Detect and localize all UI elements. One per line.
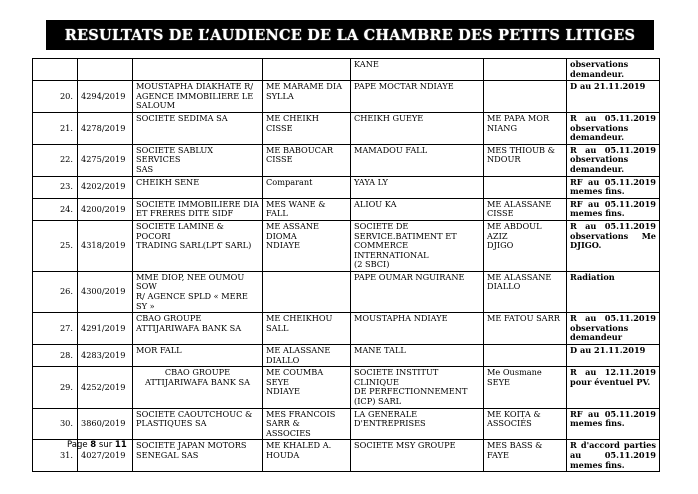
plaintiff-lawyer-cell	[263, 408, 351, 440]
plaintiff-line: CBAO GROUPE	[136, 313, 202, 324]
defendant-lawyer-line: ME ALASSANE	[487, 198, 552, 209]
defendant-lawyer-cell	[484, 198, 567, 220]
defendant-lawyer-cell	[484, 271, 567, 312]
plaintiff-cell	[133, 408, 263, 440]
defendant-lawyer-line: ASSOCIÉS	[487, 418, 532, 429]
case-number-cell	[78, 112, 133, 144]
result-line: memes fins.	[570, 186, 625, 197]
result-cell	[567, 198, 660, 220]
plaintiff-line: AGENCE IMMOBILIERE LE	[136, 90, 254, 101]
defendant-lawyer-line: MES THIOUB &	[487, 144, 555, 155]
plaintiff-lawyer-line: ME MARAME DIA	[266, 81, 343, 92]
result-line: demandeur.	[570, 68, 625, 79]
plaintiff-cell	[133, 440, 263, 472]
result-line: RF au 05.11.2019	[570, 176, 656, 187]
result-line: observations	[570, 154, 629, 165]
row-number: 30.	[59, 418, 73, 429]
table-row	[33, 59, 660, 81]
result-line: demandeur	[570, 332, 623, 343]
document-title: RESULTATS DE L’AUDIENCE DE LA CHAMBRE DES PETITS LITIGES	[64, 26, 636, 44]
plaintiff-cell	[133, 367, 263, 408]
defendant-lawyer-cell	[484, 408, 567, 440]
table-row	[33, 271, 660, 312]
result-cell	[567, 112, 660, 144]
plaintiff-line: SAS	[136, 163, 154, 174]
row-number: 26.	[59, 286, 73, 297]
result-cell	[567, 144, 660, 176]
row-number-cell	[33, 345, 78, 367]
case-number-cell	[78, 198, 133, 220]
plaintiff-line: SOCIETE LAMINE & POCORI	[136, 220, 224, 241]
defendant-line: CHEIKH GUEYE	[354, 112, 424, 123]
plaintiff-lawyer-cell	[263, 112, 351, 144]
table-row	[33, 313, 660, 345]
case-number-cell	[78, 176, 133, 198]
result-cell	[567, 367, 660, 408]
plaintiff-cell	[133, 112, 263, 144]
plaintiff-cell	[133, 81, 263, 113]
case-number-cell	[78, 313, 133, 345]
row-number: 29.	[59, 381, 73, 392]
document-title-banner	[46, 20, 654, 50]
result-line: RF au 05.11.2019	[570, 408, 656, 419]
plaintiff-line: SOCIETE CAOUTCHOUC &	[136, 408, 253, 419]
row-number-cell	[33, 144, 78, 176]
result-line: memes fins.	[570, 208, 625, 219]
defendant-lawyer-line: CISSE	[487, 208, 514, 219]
defendant-line: KANE	[354, 59, 379, 69]
case-number-cell	[78, 367, 133, 408]
result-line: memes fins.	[570, 459, 625, 470]
defendant-lawyer-line: NDOUR	[487, 154, 521, 165]
plaintiff-lawyer-cell	[263, 220, 351, 271]
table-row	[33, 81, 660, 113]
plaintiff-lawyer-cell	[263, 367, 351, 408]
result-cell	[567, 271, 660, 312]
case-number: 4202/2019	[81, 181, 126, 192]
case-number-cell	[78, 408, 133, 440]
defendant-cell	[351, 345, 484, 367]
plaintiff-lawyer-line: ME BABOUCAR	[266, 144, 334, 155]
defendant-lawyer-cell	[484, 176, 567, 198]
plaintiff-line: SOCIETE IMMOBILIERE DIA	[136, 198, 259, 209]
result-line: RF au 05.11.2019	[570, 198, 656, 209]
defendant-line: (2 SBCI)	[354, 259, 390, 270]
result-line: demandeur.	[570, 132, 625, 143]
defendant-cell	[351, 367, 484, 408]
plaintiff-lawyer-cell	[263, 59, 351, 81]
plaintiff-lawyer-line: ME CHEIKH CISSE	[266, 112, 319, 133]
defendant-line: (ICP) SARL	[354, 396, 402, 406]
defendant-lawyer-cell	[484, 367, 567, 408]
defendant-lawyer-cell	[484, 144, 567, 176]
plaintiff-line: MME DIOP, NEE OUMOU SOW	[136, 271, 245, 292]
defendant-line: YAYA LY	[354, 176, 388, 187]
plaintiff-line: MOUSTAPHA DIAKHATE R/	[136, 81, 254, 92]
defendant-lawyer-line: ME ABDOUL AZIZ	[487, 220, 542, 241]
plaintiff-line: CBAO GROUPE	[164, 367, 231, 378]
table-row	[33, 367, 660, 408]
plaintiff-lawyer-line: ME ALASSANE	[266, 345, 331, 356]
defendant-lawyer-line: ME KOITA &	[487, 408, 541, 419]
plaintiff-lawyer-line: MES WANE & FALL	[266, 198, 326, 219]
result-line: memes fins.	[570, 418, 625, 429]
defendant-cell	[351, 112, 484, 144]
footer-page-label: Page	[67, 440, 88, 450]
row-number-cell	[33, 220, 78, 271]
plaintiff-line: SOCIETE JAPAN MOTORS	[136, 440, 247, 451]
result-cell	[567, 345, 660, 367]
result-line: au 05.11.2019	[570, 449, 656, 460]
result-cell	[567, 220, 660, 271]
result-line: observations Me	[570, 230, 656, 241]
defendant-line: SOCIETE DE	[354, 220, 409, 231]
case-number-cell	[78, 220, 133, 271]
case-number-cell	[78, 345, 133, 367]
plaintiff-line: ATTIJARIWAFA BANK SA	[144, 376, 251, 387]
plaintiff-lawyer-line: NDIAYE	[266, 386, 300, 397]
defendant-cell	[351, 271, 484, 312]
case-number: 4278/2019	[81, 122, 126, 133]
result-line: R au 05.11.2019	[570, 144, 656, 155]
defendant-lawyer-cell	[484, 313, 567, 345]
plaintiff-lawyer-cell	[263, 313, 351, 345]
result-line: pour éventuel PV.	[570, 376, 651, 387]
defendant-line: SERVICE.BATIMENT ET	[354, 230, 457, 241]
row-number: 28.	[59, 349, 73, 360]
row-number: 24.	[59, 203, 73, 214]
plaintiff-line: ATTIJARIWAFA BANK SA	[136, 322, 242, 333]
defendant-line: COMMERCE INTERNATIONAL	[354, 240, 429, 260]
plaintiff-lawyer-cell	[263, 176, 351, 198]
table-row	[33, 408, 660, 440]
defendant-cell	[351, 81, 484, 113]
footer-of-label: sur	[98, 440, 113, 450]
table-row	[33, 112, 660, 144]
row-number: 31.	[59, 450, 73, 461]
table-row	[33, 345, 660, 367]
plaintiff-lawyer-line: ME CHEIKHOU SALL	[266, 313, 333, 333]
defendant-line: MOUSTAPHA NDIAYE	[354, 313, 448, 324]
defendant-line: LA GENERALE D'ENTREPRISES	[354, 408, 426, 429]
row-number-cell	[33, 313, 78, 345]
footer-total-pages: 11	[114, 440, 127, 450]
defendant-line: DE PERFECTIONNEMENT	[354, 386, 468, 397]
result-line: observations	[570, 322, 629, 333]
defendant-lawyer-line: SEYE	[487, 376, 510, 387]
case-number: 4318/2019	[81, 240, 126, 251]
result-cell	[567, 59, 660, 81]
result-line: R au 05.11.2019	[570, 220, 656, 231]
plaintiff-lawyer-line: ME ASSANE DIOMA	[266, 220, 320, 241]
row-number-cell	[33, 59, 78, 81]
result-cell	[567, 313, 660, 345]
table-row	[33, 144, 660, 176]
plaintiff-lawyer-cell	[263, 440, 351, 472]
plaintiff-line: SENEGAL SAS	[136, 449, 199, 460]
plaintiff-line: SALOUM	[136, 100, 175, 111]
defendant-line: SOCIETE INSTITUT CLINIQUE	[354, 367, 439, 387]
defendant-lawyer-line: ME FATOU SARR	[487, 313, 560, 324]
case-number: 4283/2019	[81, 349, 126, 360]
table-row	[33, 198, 660, 220]
plaintiff-cell	[133, 271, 263, 312]
plaintiff-lawyer-line: ME KHALED A.	[266, 440, 332, 451]
result-cell	[567, 176, 660, 198]
row-number: 21.	[59, 122, 73, 133]
case-number-cell	[78, 59, 133, 81]
defendant-lawyer-cell	[484, 81, 567, 113]
plaintiff-lawyer-cell	[263, 345, 351, 367]
defendant-line: SOCIETE MSY GROUPE	[354, 440, 456, 451]
defendant-line: ALIOU KA	[354, 198, 397, 209]
defendant-cell	[351, 59, 484, 81]
plaintiff-cell	[133, 59, 263, 81]
defendant-cell	[351, 408, 484, 440]
plaintiff-line: PLASTIQUES SA	[136, 418, 207, 429]
defendant-lawyer-cell	[484, 345, 567, 367]
result-cell	[567, 408, 660, 440]
plaintiff-line: SOCIETE SEDIMA SA	[136, 112, 228, 123]
plaintiff-lawyer-line: HOUDA	[266, 449, 300, 460]
defendant-cell	[351, 220, 484, 271]
footer-page-number: 8	[90, 440, 97, 450]
case-number: 4294/2019	[81, 90, 126, 101]
row-number: 20.	[59, 90, 73, 101]
case-number: 4200/2019	[81, 203, 126, 214]
row-number-cell	[33, 176, 78, 198]
result-line: DJIGO.	[570, 240, 602, 251]
row-number-cell	[33, 112, 78, 144]
table-row	[33, 220, 660, 271]
case-number: 4252/2019	[81, 381, 126, 392]
plaintiff-lawyer-line: MES FRANCOIS	[266, 408, 336, 419]
plaintiff-lawyer-line: DIALLO	[266, 354, 300, 365]
row-number-cell	[33, 81, 78, 113]
defendant-lawyer-line: DJIGO	[487, 240, 514, 251]
row-number-cell	[33, 367, 78, 408]
result-line: R au 12.11.2019	[570, 367, 656, 378]
defendant-cell	[351, 198, 484, 220]
defendant-line: PAPE MOCTAR NDIAYE	[354, 81, 454, 92]
defendant-lawyer-cell	[484, 59, 567, 81]
plaintiff-lawyer-line: CISSE	[266, 154, 293, 165]
result-line: D au 21.11.2019	[570, 345, 646, 356]
defendant-cell	[351, 144, 484, 176]
plaintiff-line: SOCIETE SABLUX SERVICES	[136, 144, 214, 165]
defendant-lawyer-cell	[484, 440, 567, 472]
plaintiff-lawyer-line: Comparant	[266, 176, 313, 187]
case-number: 3860/2019	[81, 418, 126, 429]
defendant-lawyer-line: ME ALASSANE	[487, 271, 552, 282]
case-number-cell	[78, 271, 133, 312]
plaintiff-lawyer-cell	[263, 198, 351, 220]
row-number-cell	[33, 271, 78, 312]
plaintiff-cell	[133, 220, 263, 271]
defendant-cell	[351, 313, 484, 345]
defendant-lawyer-line: ME PAPA MOR	[487, 112, 550, 123]
plaintiff-cell	[133, 345, 263, 367]
case-number: 4291/2019	[81, 322, 126, 333]
defendant-lawyer-line: NIANG	[487, 122, 518, 133]
result-line: R au 05.11.2019	[570, 313, 656, 324]
plaintiff-line: CHEIKH SENE	[136, 176, 200, 187]
case-number: 4027/2019	[81, 450, 126, 461]
plaintiff-line: TRADING SARL(LPT SARL)	[136, 240, 252, 251]
case-number: 4275/2019	[81, 154, 126, 165]
defendant-lawyer-cell	[484, 112, 567, 144]
plaintiff-cell	[133, 313, 263, 345]
defendant-lawyer-line: DIALLO	[487, 281, 521, 292]
defendant-cell	[351, 176, 484, 198]
result-line: demandeur.	[570, 163, 625, 174]
defendant-lawyer-cell	[484, 220, 567, 271]
defendant-line: PAPE OUMAR NGUIRANE	[354, 271, 465, 282]
defendant-lawyer-line: Me Ousmane	[487, 367, 542, 378]
result-line: observations	[570, 122, 629, 133]
plaintiff-lawyer-line: SYLLA	[266, 90, 294, 101]
plaintiff-lawyer-cell	[263, 144, 351, 176]
row-number-cell	[33, 198, 78, 220]
plaintiff-cell	[133, 198, 263, 220]
hearing-results-table	[32, 58, 660, 472]
result-line: observations	[570, 59, 629, 69]
plaintiff-line: R/ AGENCE SPLD « MERE SY »	[136, 291, 248, 311]
plaintiff-lawyer-cell	[263, 271, 351, 312]
row-number: 23.	[59, 181, 73, 192]
result-line: Radiation	[570, 271, 615, 282]
case-number-cell	[78, 81, 133, 113]
table-row	[33, 176, 660, 198]
row-number: 27.	[59, 322, 73, 333]
result-cell	[567, 81, 660, 113]
plaintiff-lawyer-line: NDIAYE	[266, 240, 300, 251]
result-cell	[567, 440, 660, 472]
plaintiff-lawyer-cell	[263, 81, 351, 113]
defendant-line: MANE TALL	[354, 345, 406, 356]
plaintiff-line: ET FRERES DITE SIDF	[136, 208, 234, 219]
defendant-lawyer-line: MES BASS & FAYE	[487, 440, 543, 460]
plaintiff-cell	[133, 176, 263, 198]
plaintiff-cell	[133, 144, 263, 176]
case-number-cell	[78, 144, 133, 176]
plaintiff-lawyer-line: ME COUMBA SEYE	[266, 367, 324, 387]
case-number: 4300/2019	[81, 286, 126, 297]
row-number: 25.	[59, 240, 73, 251]
row-number-cell	[33, 408, 78, 440]
plaintiff-lawyer-line: SARR & ASSOCIES	[266, 418, 311, 438]
result-line: R d'accord parties	[570, 440, 656, 451]
plaintiff-line: MOR FALL	[136, 345, 182, 356]
defendant-cell	[351, 440, 484, 472]
row-number: 22.	[59, 154, 73, 165]
page-footer	[67, 440, 127, 450]
defendant-line: MAMADOU FALL	[354, 144, 428, 155]
result-line: R au 05.11.2019	[570, 112, 656, 123]
result-line: D au 21.11.2019	[570, 81, 646, 92]
